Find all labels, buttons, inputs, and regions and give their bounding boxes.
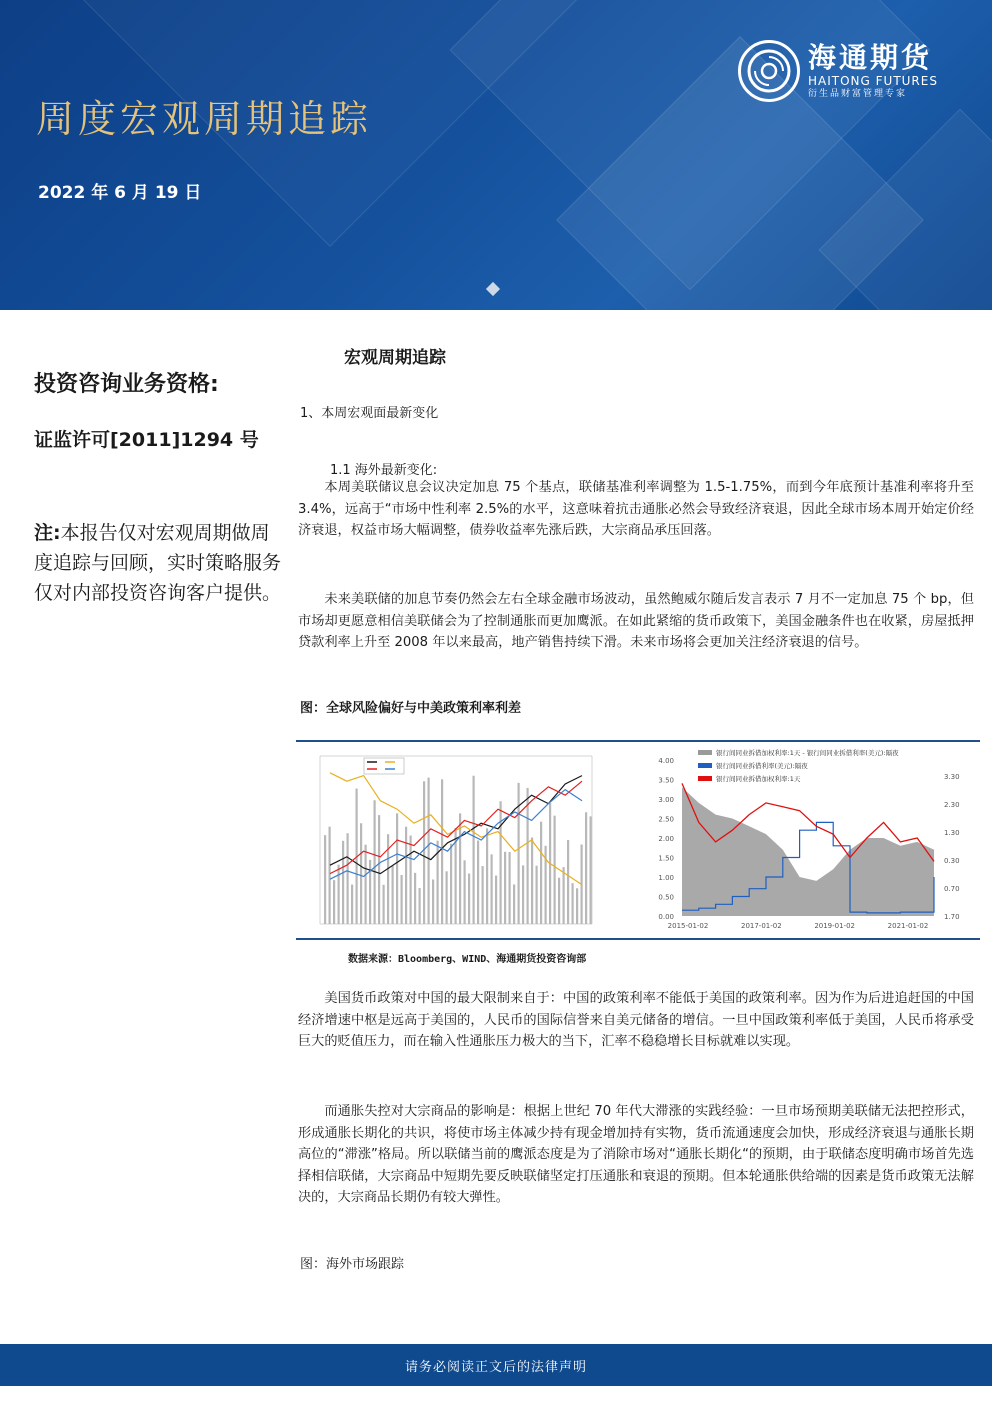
background-bar bbox=[365, 845, 367, 924]
y-right-tick-label: 0.30 bbox=[944, 857, 960, 865]
background-bar bbox=[527, 788, 529, 924]
legend-label: 银行间同业拆借加权利率:1天 bbox=[716, 775, 801, 783]
background-bar bbox=[432, 880, 434, 924]
background-bar bbox=[486, 828, 488, 924]
logo-name-en: HAITONG FUTURES bbox=[808, 74, 938, 88]
background-bar bbox=[360, 823, 362, 924]
x-tick-label: 2015-01-02 bbox=[667, 922, 709, 930]
background-bar bbox=[392, 866, 394, 924]
logo-emblem-icon bbox=[738, 40, 800, 102]
y-tick-label: 1.50 bbox=[658, 854, 674, 863]
y-right-tick-label: 2.30 bbox=[944, 801, 960, 809]
background-bar bbox=[482, 866, 484, 924]
y-tick-label: 2.50 bbox=[658, 815, 674, 824]
background-bar bbox=[414, 873, 416, 924]
x-tick-label: 2017-01-02 bbox=[740, 922, 782, 930]
background-bar bbox=[401, 875, 403, 924]
note-text: 本报告仅对宏观周期做周度追踪与回顾，实时策略服务仅对内部投资咨询客户提供。 bbox=[34, 522, 282, 604]
background-bar bbox=[500, 801, 502, 924]
background-bar bbox=[540, 822, 542, 924]
legend-box bbox=[364, 758, 404, 774]
note-label: 注: bbox=[34, 522, 61, 544]
background-bar bbox=[495, 876, 497, 924]
background-bar bbox=[383, 885, 385, 924]
background-bar bbox=[459, 813, 461, 924]
background-bar bbox=[554, 816, 556, 924]
background-bar bbox=[441, 779, 443, 924]
legal-notice-link[interactable]: 请务必阅读正文后的法律声明 bbox=[404, 1360, 587, 1375]
background-bar bbox=[572, 883, 574, 924]
background-bar bbox=[324, 835, 326, 924]
background-bar bbox=[423, 781, 425, 924]
background-bar bbox=[428, 778, 430, 924]
background-bar bbox=[419, 888, 421, 924]
logo-name-cn: 海通期货 bbox=[808, 41, 933, 74]
figure-source: 数据来源：Bloomberg、WIND、海通期货投资咨询部 bbox=[348, 954, 587, 965]
license-number: 证监许可[2011]1294 号 bbox=[34, 429, 259, 451]
background-bar bbox=[468, 874, 470, 924]
background-bar bbox=[333, 880, 335, 924]
background-bar bbox=[504, 852, 506, 924]
risk-appetite-chart bbox=[300, 748, 624, 934]
y-right-tick-label: 3.30 bbox=[944, 773, 960, 781]
company-logo bbox=[738, 40, 938, 102]
background-bar bbox=[563, 867, 565, 924]
background-bar bbox=[576, 888, 578, 924]
heading-overseas-changes: 1.1 海外最新变化: bbox=[330, 463, 438, 478]
disclaimer-note bbox=[34, 518, 282, 608]
background-bar bbox=[347, 833, 349, 924]
policy-rate-spread-chart bbox=[648, 746, 978, 934]
y-tick-label: 3.50 bbox=[658, 776, 674, 785]
background-bar bbox=[446, 871, 448, 924]
legend-swatch bbox=[698, 750, 712, 755]
background-bar bbox=[509, 852, 511, 924]
section-title: 宏观周期追踪 bbox=[344, 348, 446, 368]
background-bar bbox=[342, 841, 344, 924]
background-bar bbox=[477, 841, 479, 924]
x-tick-label: 2019-01-02 bbox=[814, 922, 856, 930]
y-right-tick-label: 0.70 bbox=[944, 885, 960, 893]
y-tick-label: 4.00 bbox=[658, 757, 674, 765]
paragraph-fed-outlook: 未来美联储的加息节奏仍然会左右全球金融市场波动，虽然鲍威尔随后发言表示 7 月不一定加息 75 个 bp，但市场却更愿意相信美联储会为了控制通胀而更加鹰派。在如此紧缩的货币政策下，美国金融条件也在收紧，房屋抵押贷款利率上升至 2008 年以来最高，地产销售持续下滑。未来市场将会更加关注经济衰退的信号。 bbox=[298, 592, 974, 650]
y-tick-label: 0.50 bbox=[658, 893, 674, 902]
y-tick-label: 3.00 bbox=[658, 796, 674, 804]
y-tick-label: 0.00 bbox=[658, 913, 674, 921]
background-bar bbox=[329, 827, 331, 924]
background-bar bbox=[518, 783, 520, 924]
y-right-tick-label: 1.30 bbox=[944, 829, 960, 837]
report-date: 2022 年 6 月 19 日 bbox=[38, 183, 202, 203]
background-bar bbox=[585, 812, 587, 924]
figure-title: 图：全球风险偏好与中美政策利率利差 bbox=[300, 701, 522, 716]
y-tick-label: 1.00 bbox=[658, 874, 674, 882]
background-bar bbox=[558, 878, 560, 924]
spread-area bbox=[682, 787, 934, 916]
x-tick-label: 2021-01-02 bbox=[887, 922, 929, 930]
background-bar bbox=[531, 838, 533, 924]
background-bar bbox=[567, 840, 569, 924]
background-bar bbox=[536, 866, 538, 924]
y-right-tick-label: 1.70 bbox=[944, 913, 960, 921]
background-bar bbox=[410, 836, 412, 924]
background-bar bbox=[378, 815, 380, 924]
background-bar bbox=[513, 884, 515, 924]
background-bar bbox=[522, 865, 524, 924]
y-tick-label: 2.00 bbox=[658, 835, 674, 843]
legend-swatch bbox=[698, 776, 712, 781]
background-bar bbox=[590, 816, 592, 924]
report-title: 周度宏观周期追踪 bbox=[36, 97, 373, 141]
paragraph-fed-hike: 本周美联储议息会议决定加息 75 个基点，联储基准利率调整为 1.5-1.75%，而到今年底预计基准利率将升至 3.4%，远高于“市场中性利率 2.5%的水平，这意味着抗击通胀必然会导致经济衰退，因此全球市场本周开始定价经济衰退，权益市场大幅调整，债券收益率先涨后跌，大宗商品承压回落。 bbox=[298, 480, 974, 538]
logo-slogan: 衍生品财富管理专家 bbox=[808, 89, 908, 99]
background-bar bbox=[396, 813, 398, 924]
paragraph-us-policy-limit: 美国货币政策对中国的最大限制来自于：中国的政策利率不能低于美国的政策利率。因为作为后进追赶国的中国经济增速中枢是远高于美国的，人民币的国际信誉来自美元储备的增信。一旦中国政策利率低于美国，人民币将承受巨大的贬值压力，而在输入性通胀压力极大的当下，汇率不稳稳增长目标就难以实现。 bbox=[298, 991, 974, 1049]
qualification-title: 投资咨询业务资格: bbox=[34, 372, 219, 397]
figure2-title: 图：海外市场跟踪 bbox=[300, 1257, 405, 1272]
background-bar bbox=[338, 865, 340, 924]
background-bar bbox=[351, 885, 353, 924]
background-bar bbox=[374, 800, 376, 924]
background-bar bbox=[450, 844, 452, 924]
heading-weekly-changes: 1、本周宏观面最新变化 bbox=[300, 406, 439, 421]
background-bar bbox=[491, 854, 493, 924]
background-bar bbox=[464, 860, 466, 924]
legend-label: 银行间同业拆借加权利率:1天 - 银行间同业拆借利率(美元):隔夜 bbox=[716, 749, 899, 757]
background-bar bbox=[405, 827, 407, 924]
legend-label: 银行间同业拆借利率(美元):隔夜 bbox=[716, 762, 808, 770]
legend-swatch bbox=[698, 763, 712, 768]
paragraph-commodity-impact: 而通胀失控对大宗商品的影响是：根据上世纪 70 年代大滞涨的实践经验：一旦市场预期美联储无法把控形式，形成通胀长期化的共识，将使市场主体减少持有现金增加持有实物，货币流通速度会加快，形成经济衰退与通胀长期高位的“滞涨”格局。所以联储当前的鹰派态度是为了消除市场对“通胀长期化“的预期，由于联储态度明确市场首先选择相信联储，大宗商品中短期先要反映联储坚定打压通胀和衰退的预期。但本轮通胀供给端的因素是货币政策无法解决的，大宗商品长期仍有较大弹性。 bbox=[298, 1104, 974, 1205]
background-bar bbox=[473, 776, 475, 924]
